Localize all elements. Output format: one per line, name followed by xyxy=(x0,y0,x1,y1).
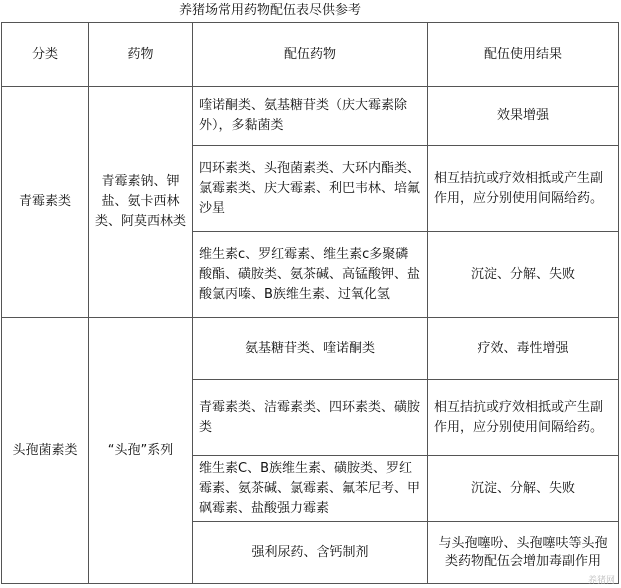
watermark: 养猪网 xyxy=(587,576,615,586)
header-combo: 配伍药物 xyxy=(193,23,428,87)
result-cell: 相互拮抗或疗效相抵或产生副作用，应分别使用间隔给药。 xyxy=(428,146,619,232)
combo-cell: 四环素类、头孢菌素类、大环内酯类、氯霉素类、庆大霉素、利巴韦林、培氟沙星 xyxy=(193,146,428,232)
table-row xyxy=(2,318,619,380)
result-cell: 疗效、毒性增强 xyxy=(428,318,619,380)
combo-cell: 维生素C、B族维生素、磺胺类、罗红霉素、氨茶碱、氯霉素、氟苯尼考、甲砜霉素、盐酸强力霉素 xyxy=(193,456,428,522)
combo-cell: 氨基糖苷类、喹诺酮类 xyxy=(193,318,428,380)
compatibility-table xyxy=(1,22,619,584)
combo-cell: 青霉素类、洁霉素类、四环素类、磺胺类 xyxy=(193,380,428,456)
table-row xyxy=(2,87,619,146)
drug-cell: 青霉素钠、钾盐、氨卡西林类、阿莫西林类 xyxy=(89,87,193,318)
page-title: 养猪场常用药物配伍表尽供参考 xyxy=(178,3,361,18)
header-category: 分类 xyxy=(2,23,89,87)
category-cell: 青霉素类 xyxy=(2,87,89,318)
category-cell: 头孢菌素类 xyxy=(2,318,89,584)
combo-cell: 强利尿药、含钙制剂 xyxy=(193,522,428,584)
table-header-row xyxy=(2,23,619,87)
result-cell: 效果增强 xyxy=(428,87,619,146)
result-cell: 与头孢噻吩、头孢噻呋等头孢类药物配伍会增加毒副作用 xyxy=(428,522,619,584)
result-cell: 相互拮抗或疗效相抵或产生副作用，应分别使用间隔给药。 xyxy=(428,380,619,456)
result-cell: 沉淀、分解、失败 xyxy=(428,232,619,318)
header-drug: 药物 xyxy=(89,23,193,87)
header-result: 配伍使用结果 xyxy=(428,23,619,87)
combo-cell: 维生素c、罗红霉素、维生素c多聚磷酸酯、磺胺类、氨茶碱、高锰酸钾、盐酸氯丙嗪、B族维生素、过氧化氢 xyxy=(193,232,428,318)
combo-cell: 喹诺酮类、氨基糖苷类（庆大霉素除外），多黏菌类 xyxy=(193,87,428,146)
drug-cell: “头孢”系列 xyxy=(89,318,193,584)
result-cell: 沉淀、分解、失败 xyxy=(428,456,619,522)
